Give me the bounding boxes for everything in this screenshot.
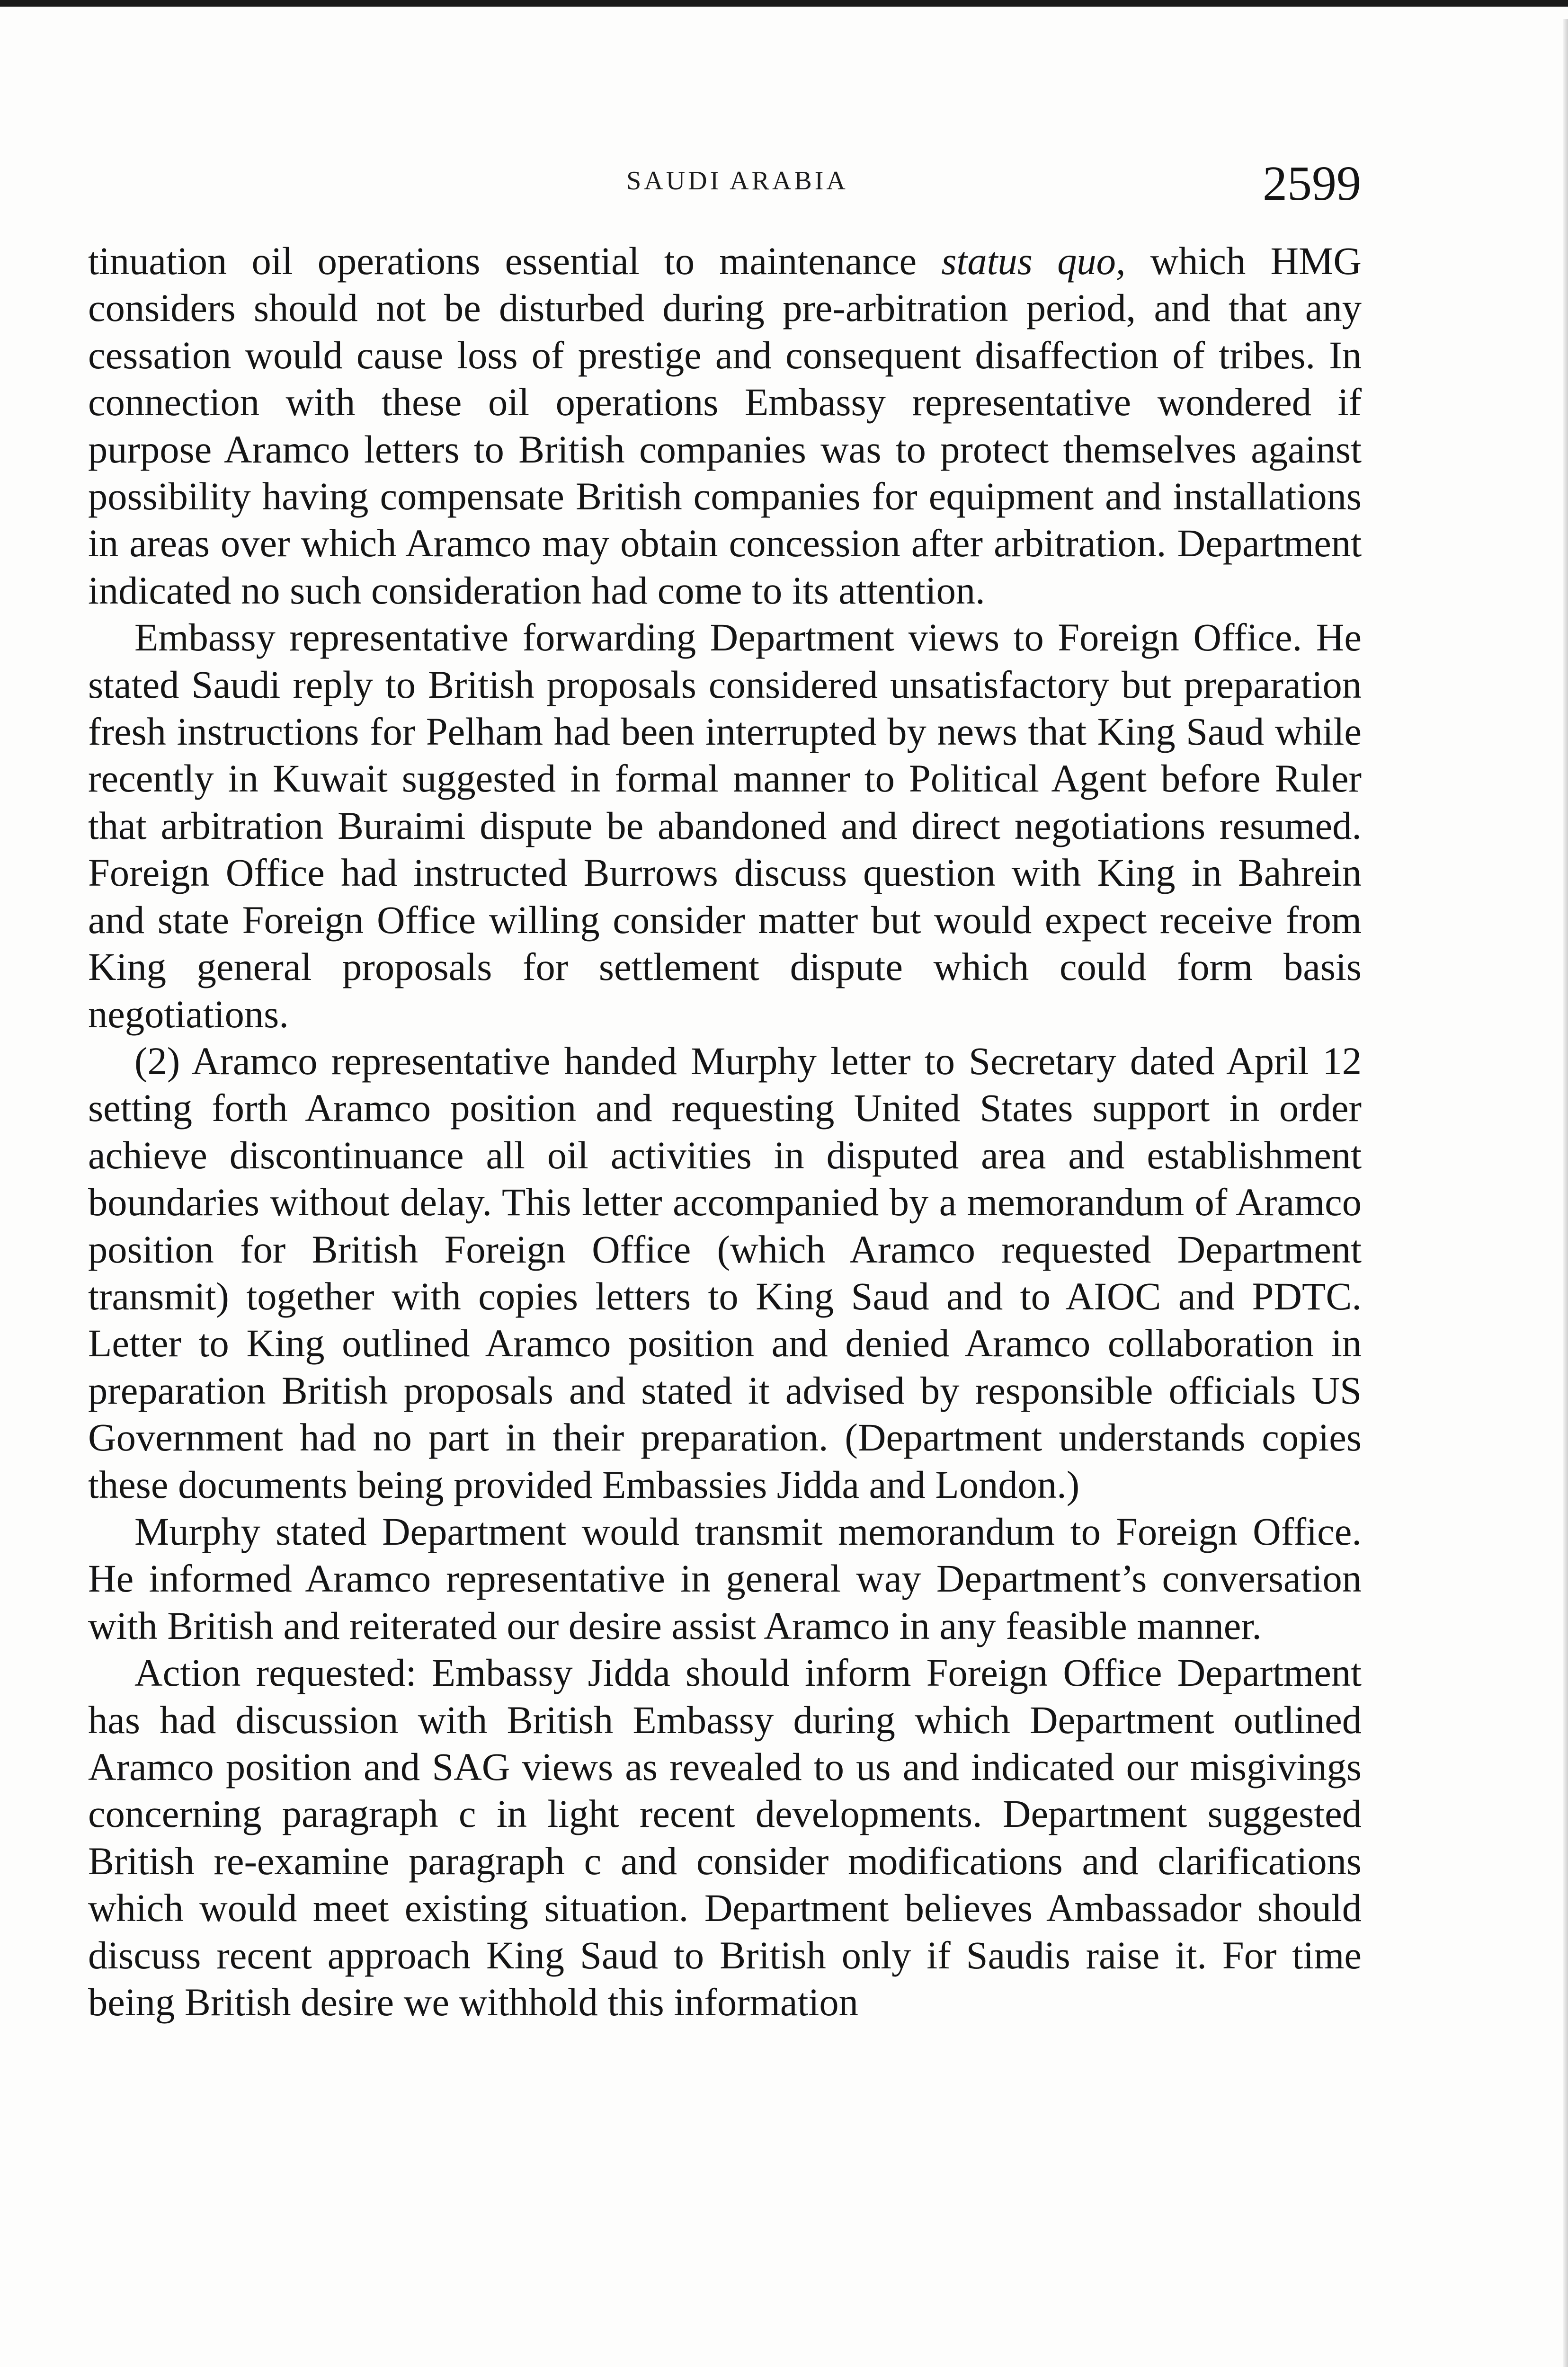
page-header: [114, 155, 1361, 211]
paragraph-1-start: tinuation oil operations essential to maintenance: [88, 239, 942, 283]
italic-phrase: status quo,: [941, 239, 1126, 283]
page-number: 2599: [1263, 156, 1361, 211]
paragraph-1-end: which HMG considers should not be disturbed during pre-arbitration period, and that any cessation would cause loss of prestige and consequent disaffection of tribes. In connection with these oil operations Embassy representative wondered if purpose Aramco letters to British companies was to protect themselves against possibility having compensate British companies for equipment and installations in areas over which Aramco may obtain concession after arbitration. Department indicated no such consideration had come to its attention.: [88, 239, 1362, 612]
body-text: [88, 238, 1362, 2026]
top-border: [0, 0, 1568, 7]
running-head: SAUDI ARABIA: [626, 166, 848, 196]
paragraph-4: Murphy stated Department would transmit memorandum to Foreign Office. He informed Aramco representative in general way Department’s conversation with British and reiterated our desire assist Aramco in any feasible manner.: [88, 1509, 1362, 1647]
paragraph-1: [88, 238, 1362, 614]
scan-edge: [1563, 19, 1568, 2367]
paragraph-3: (2) Aramco representative handed Murphy letter to Secretary dated April 12 setting forth Aramco position and requesting United States support in order achieve discontinuance all oil activities in disputed area and establishment boundaries without delay. This letter accompanied by a memorandum of Aramco position for British Foreign Office (which Aramco requested Department transmit) together with copies letters to King Saud and to AIOC and PDTC. Letter to King outlined Aramco position and denied Aramco collaboration in preparation British proposals and stated it advised by responsible officials US Government had no part in their preparation. (Department understands copies these documents being provided Embassies Jidda and London.): [88, 1039, 1362, 1506]
paragraph-2: Embassy representative forwarding Department views to Foreign Office. He stated Saudi reply to British proposals considered unsatisfactory but preparation fresh instructions for Pelham had been interrupted by news that King Saud while recently in Kuwait suggested in formal manner to Political Agent before Ruler that arbitration Buraimi dispute be abandoned and direct negotiations resumed. Foreign Office had instructed Burrows discuss question with King in Bahrein and state Foreign Office willing consider matter but would expect receive from King general proposals for settlement dispute which could form basis negotiations.: [88, 615, 1362, 1036]
paragraph-5: Action requested: Embassy Jidda should inform Foreign Office Department has had discussion with British Embassy during which Department outlined Aramco position and SAG views as revealed to us and indicated our misgivings concerning paragraph c in light recent developments. Department suggested British re-examine paragraph c and consider modifications and clarifications which would meet existing situation. Department believes Ambassador should discuss recent approach King Saud to British only if Saudis raise it. For time being British desire we withhold this information: [88, 1651, 1362, 2024]
